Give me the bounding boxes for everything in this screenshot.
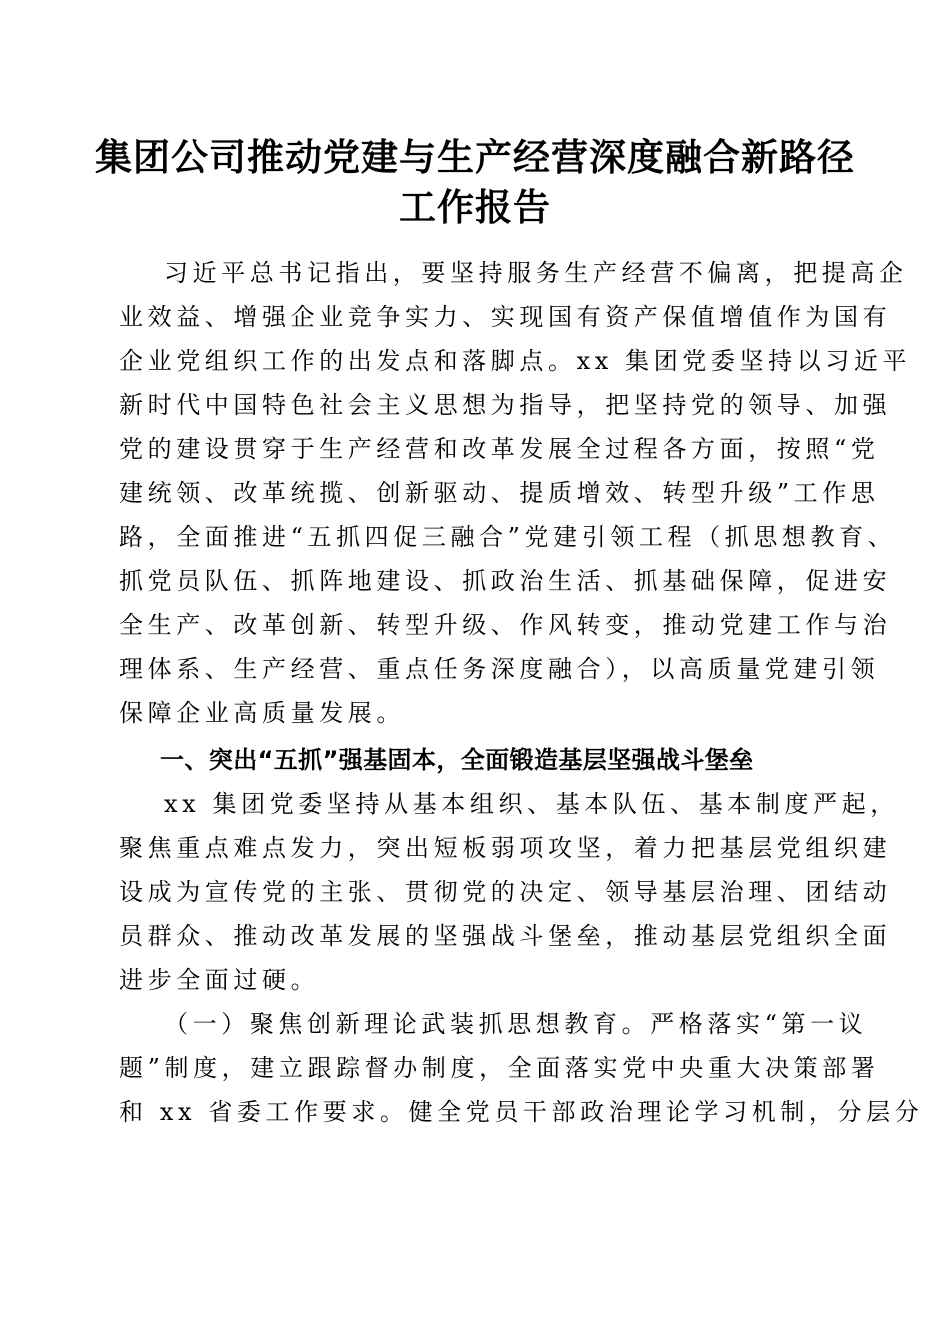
document-title [80,132,870,232]
title-line-1: 集团公司推动党建与生产经营深度融合新路径 [95,135,855,179]
section-heading-1: 一、突出“五抓”强基固本，全面锻造基层坚强战斗堡垒 [160,746,754,774]
subsection-1-paragraph [119,1002,924,1134]
paragraph-line: 聚焦重点难点发力，突出短板弱项攻坚，着力把基层党组织建 [119,834,892,862]
paragraph-line: 保障企业高质量发展。 [119,699,405,727]
paragraph-line: 建统领、改革统揽、创新驱动、提质增效、转型升级”工作思 [119,479,880,507]
paragraph-line: 习近平总书记指出，要坚持服务生产经营不偏离，把提高企 [164,259,908,287]
paragraph-line: 党的建设贯穿于生产经营和改革发展全过程各方面，按照“党 [119,435,880,463]
paragraph-line: 业效益、增强企业竞争实力、实现国有资产保值增值作为国有 [119,303,892,331]
intro-paragraph [119,251,912,735]
paragraph-line: 进步全面过硬。 [119,966,320,994]
paragraph-line: 和 xx 省委工作要求。健全党员干部政治理论学习机制，分层分 [119,1098,924,1126]
paragraph-line: 理体系、生产经营、重点任务深度融合），以高质量党建引领 [119,655,880,683]
document-body [119,251,924,1134]
paragraph-line: 设成为宣传党的主张、贯彻党的决定、领导基层治理、团结动 [119,878,892,906]
paragraph-line: （一）聚焦创新理论武装抓思想教育。严格落实“第一议 [164,1010,868,1038]
title-line-2: 工作报告 [399,185,551,229]
section-1-paragraph [119,782,899,1002]
paragraph-line: 路，全面推进“五抓四促三融合”党建引领工程（抓思想教育、 [119,523,897,551]
paragraph-line: 全生产、改革创新、转型升级、作风转变，推动党建工作与治 [119,611,892,639]
paragraph-line: 新时代中国特色社会主义思想为指导，把坚持党的领导、加强 [119,391,892,419]
paragraph-line: 员群众、推动改革发展的坚强战斗堡垒，推动基层党组织全面 [119,922,892,950]
paragraph-line: 题”制度，建立跟踪督办制度，全面落实党中央重大决策部署 [119,1054,880,1082]
paragraph-line: 企业党组织工作的出发点和落脚点。xx 集团党委坚持以习近平 [119,347,912,375]
paragraph-line: xx 集团党委坚持从基本组织、基本队伍、基本制度严起， [164,790,899,818]
paragraph-line: 抓党员队伍、抓阵地建设、抓政治生活、抓基础保障，促进安 [119,567,892,595]
